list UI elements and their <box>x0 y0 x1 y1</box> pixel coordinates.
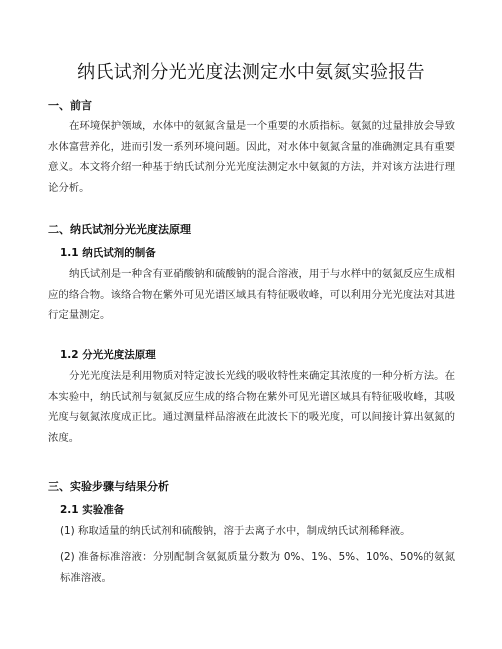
step-item: (1) 称取适量的纳氏试剂和硫酸钠，溶于去离子水中，制成纳氏试剂稀释液。 <box>60 525 411 537</box>
section-heading-steps: 三、实验步骤与结果分析 <box>48 480 169 493</box>
step-item: (2) 准备标准溶液：分别配制含氨氮质量分数为 0%、1%、5%、10%、50%的氨氮标准溶液。 <box>60 551 455 584</box>
section-heading-intro: 一、前言 <box>48 99 92 112</box>
subsection-heading-reagent-prep: 1.1 纳氏试剂的制备 <box>60 247 156 259</box>
document-title: 纳氏试剂分光光度法测定水中氨氮实验报告 <box>77 62 425 83</box>
intro-paragraph: 在环境保护领域，水体中的氨氮含量是一个重要的水质指标。氨氮的过量排放会导致水体富营养化，进而引发一系列环境问题。因此，对水体中氨氮含量的准确测定具有重要意义。本文将介绍一种基于纳氏试剂分光光度法测定水中氨氮的方法，并对该方法进行理论分析。 <box>48 120 455 194</box>
subsection-heading-photometry: 1.2 分光光度法原理 <box>60 349 156 361</box>
reagent-prep-paragraph: 纳氏试剂是一种含有亚硝酸钠和硫酸钠的混合溶液，用于与水样中的氨氮反应生成相应的络合物。该络合物在紫外可见光谱区域具有特征吸收峰，可以利用分光光度法对其进行定量测定。 <box>48 268 455 322</box>
subsection-heading-preparation: 2.1 实验准备 <box>60 504 125 516</box>
section-heading-principle: 二、纳氏试剂分光光度法原理 <box>48 223 191 236</box>
photometry-paragraph: 分光光度法是利用物质对特定波长光线的吸收特性来确定其浓度的一种分析方法。在本实验中，纳氏试剂与氨氮反应生成的络合物在紫外可见光谱区域具有特征吸收峰，其吸光度与氨氮浓度成正比。通过测量样品溶液在此波长下的吸光度，可以间接计算出氨氮的浓度。 <box>48 370 455 444</box>
